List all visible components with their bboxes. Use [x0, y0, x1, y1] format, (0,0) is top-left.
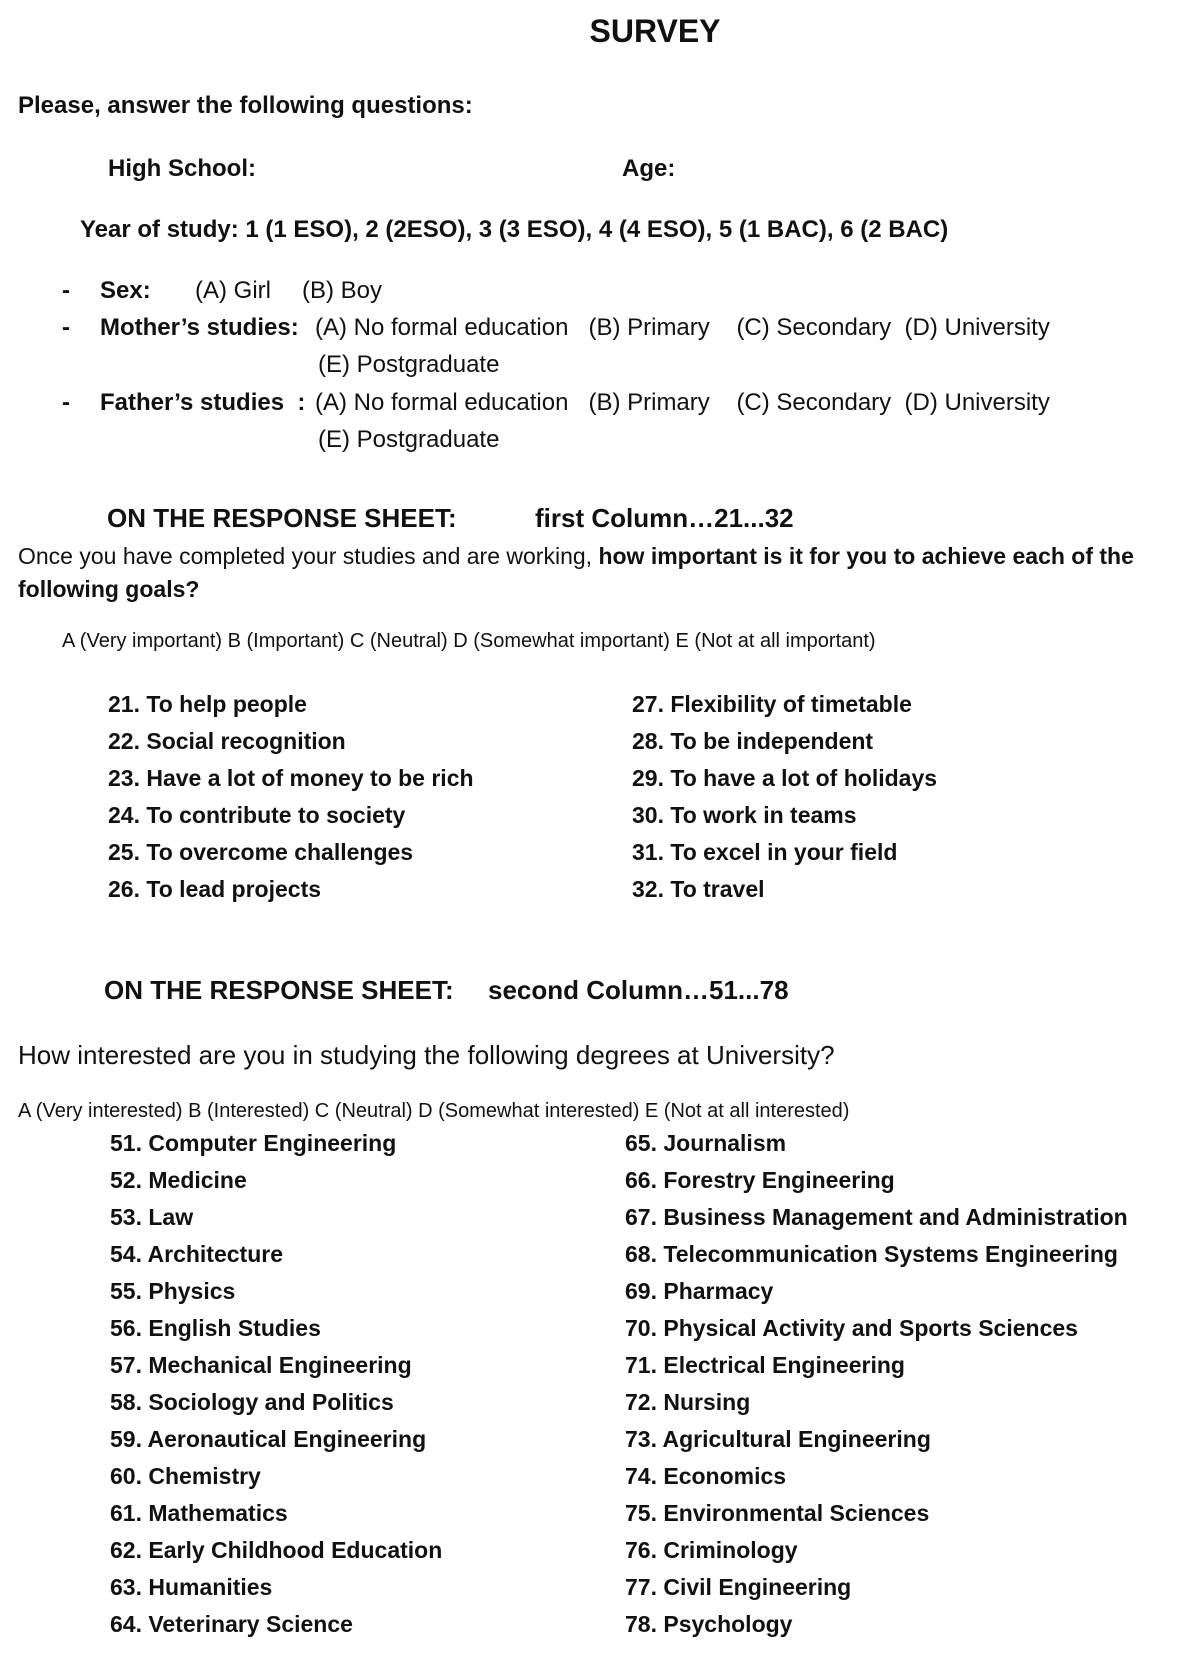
year-of-study-line: Year of study: 1 (1 ESO), 2 (2ESO), 3 (3 ESO), 4 (4 ESO), 5 (1 BAC), 6 (2 BAC)	[80, 216, 949, 243]
mother-studies-label: Mother’s studies:	[100, 314, 299, 341]
goal-item-27: 27. Flexibility of timetable	[632, 691, 912, 717]
goals-question-plain: Once you have completed your studies and are working,	[18, 543, 599, 569]
goal-item-22: 22. Social recognition	[108, 728, 346, 754]
goal-item-31: 31. To excel in your field	[632, 839, 898, 865]
bullet-dash: -	[62, 314, 70, 341]
interest-scale: A (Very interested) B (Interested) C (Neutral) D (Somewhat interested) E (Not at all interested)	[18, 1100, 850, 1122]
column-range-label-1: first Column…21...32	[535, 503, 794, 533]
age-label: Age:	[622, 155, 676, 182]
column-range-label-2: second Column…51...78	[488, 975, 789, 1005]
degree-item-53: 53. Law	[110, 1204, 194, 1230]
degree-item-73: 73. Agricultural Engineering	[625, 1426, 931, 1452]
degree-item-70: 70. Physical Activity and Sports Sciences	[625, 1315, 1078, 1341]
mother-studies-options: (A) No formal education (B) Primary (C) Secondary (D) University	[315, 314, 1050, 341]
degree-item-66: 66. Forestry Engineering	[625, 1167, 895, 1193]
degree-item-65: 65. Journalism	[625, 1130, 787, 1156]
page-title: SURVEY	[589, 13, 721, 49]
response-sheet-label-2: ON THE RESPONSE SHEET:	[104, 975, 454, 1005]
degree-item-61: 61. Mathematics	[110, 1500, 288, 1526]
degree-item-59: 59. Aeronautical Engineering	[110, 1426, 427, 1452]
high-school-label: High School:	[108, 155, 256, 182]
degree-item-71: 71. Electrical Engineering	[625, 1352, 905, 1378]
father-studies-options: (A) No formal education (B) Primary (C) Secondary (D) University	[315, 389, 1050, 416]
goal-item-26: 26. To lead projects	[108, 876, 322, 902]
degree-item-55: 55. Physics	[110, 1278, 236, 1304]
degree-item-72: 72. Nursing	[625, 1389, 751, 1415]
goal-item-32: 32. To travel	[632, 876, 765, 902]
goal-item-29: 29. To have a lot of holidays	[632, 765, 938, 791]
degree-item-54: 54. Architecture	[110, 1241, 283, 1267]
goals-question	[18, 540, 1198, 606]
response-sheet-label-1: ON THE RESPONSE SHEET:	[107, 503, 457, 533]
degree-item-51: 51. Computer Engineering	[110, 1130, 397, 1156]
degree-item-75: 75. Environmental Sciences	[625, 1500, 930, 1526]
degree-item-76: 76. Criminology	[625, 1537, 798, 1563]
father-studies-option-postgraduate: (E) Postgraduate	[318, 426, 500, 453]
goal-item-30: 30. To work in teams	[632, 802, 857, 828]
degree-item-57: 57. Mechanical Engineering	[110, 1352, 412, 1378]
degree-item-60: 60. Chemistry	[110, 1463, 261, 1489]
degree-item-74: 74. Economics	[625, 1463, 787, 1489]
sex-option-boy: (B) Boy	[302, 277, 383, 304]
bullet-dash: -	[62, 389, 70, 416]
goal-item-21: 21. To help people	[108, 691, 307, 717]
degree-item-62: 62. Early Childhood Education	[110, 1537, 443, 1563]
mother-studies-option-postgraduate: (E) Postgraduate	[318, 351, 500, 378]
degree-item-68: 68. Telecommunication Systems Engineering	[625, 1241, 1118, 1267]
bullet-dash: -	[62, 277, 70, 304]
goal-item-24: 24. To contribute to society	[108, 802, 406, 828]
degrees-question: How interested are you in studying the following degrees at University?	[18, 1040, 835, 1070]
degree-item-67: 67. Business Management and Administration	[625, 1204, 1128, 1230]
importance-scale: A (Very important) B (Important) C (Neutral) D (Somewhat important) E (Not at all important)	[62, 630, 876, 652]
goal-item-23: 23. Have a lot of money to be rich	[108, 765, 474, 791]
degree-item-56: 56. English Studies	[110, 1315, 321, 1341]
goal-item-28: 28. To be independent	[632, 728, 874, 754]
degree-item-78: 78. Psychology	[625, 1611, 793, 1637]
sex-option-girl: (A) Girl	[195, 277, 271, 304]
sex-label: Sex:	[100, 277, 151, 304]
degree-item-58: 58. Sociology and Politics	[110, 1389, 394, 1415]
intro-text: Please, answer the following questions:	[18, 92, 473, 119]
goals-question-bold: how important is it for you to achieve each of the following goals?	[18, 543, 1134, 602]
degree-item-69: 69. Pharmacy	[625, 1278, 774, 1304]
goal-item-25: 25. To overcome challenges	[108, 839, 414, 865]
father-studies-label: Father’s studies :	[100, 389, 306, 416]
degree-item-63: 63. Humanities	[110, 1574, 273, 1600]
degree-item-52: 52. Medicine	[110, 1167, 247, 1193]
degree-item-64: 64. Veterinary Science	[110, 1611, 353, 1637]
degree-item-77: 77. Civil Engineering	[625, 1574, 852, 1600]
